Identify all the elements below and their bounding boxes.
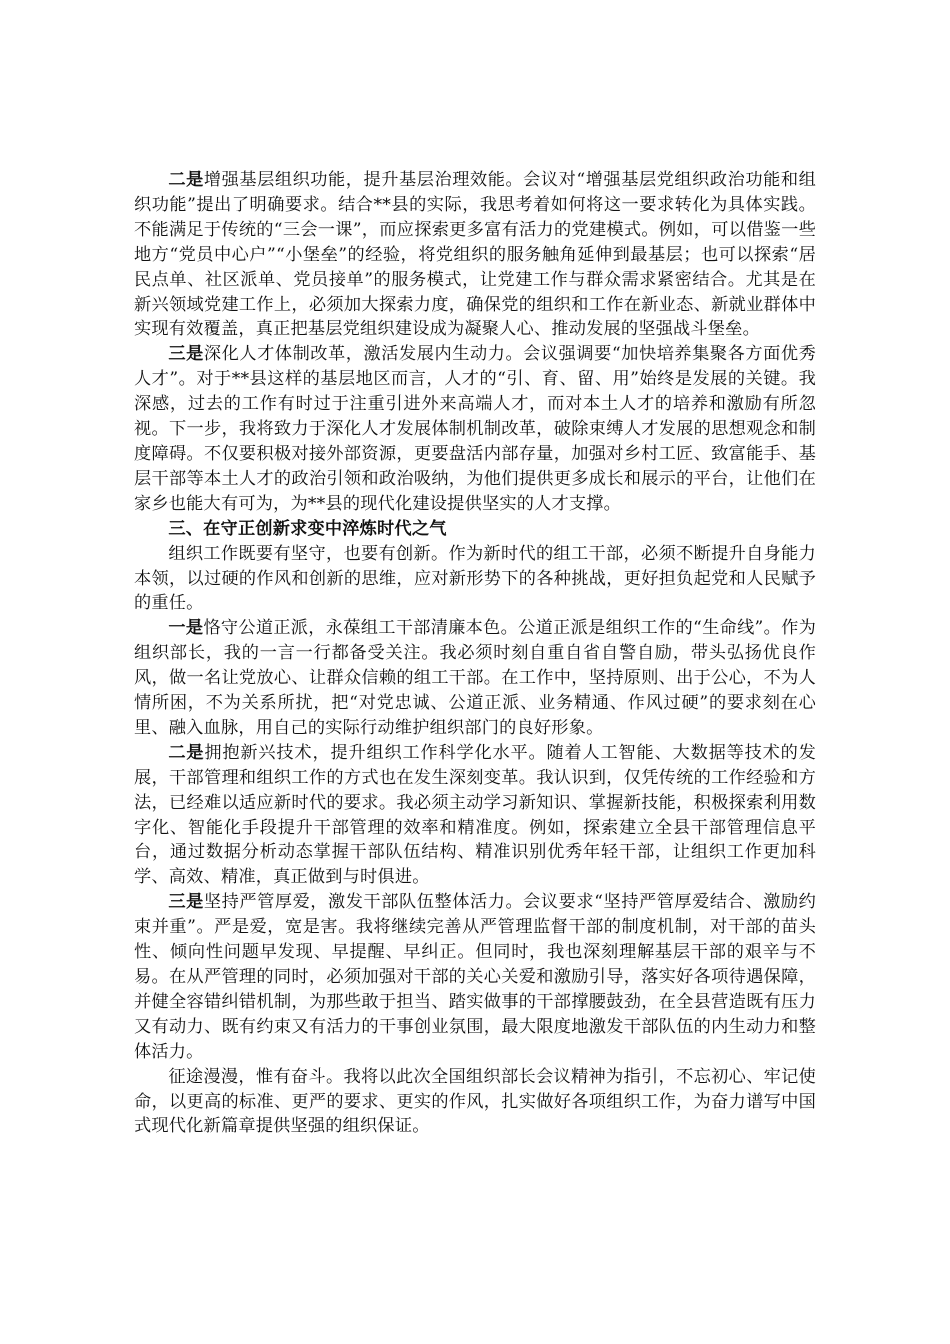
paragraph-text: 增强基层组织功能，提升基层治理效能。会议对“增强基层党组织政治功能和组织功能”提出了明确要求。结合**县的实际，我思考着如何将这一要求转化为具体实践。不能满足于传统的“三会一课”，而应探索更多富有活力的党建模式。例如，可以借鉴一些地方“党员中心户”“小堡垒”的经验，将党组织的服务触角延伸到最基层；也可以探索“居民点单、社区派单、党员接单”的服务模式，让党建工作与群众需求紧密结合。尤其是在新兴领域党建工作上，必须加大探索力度，确保党的组织和工作在新业态、新就业群体中实现有效覆盖，真正把基层党组织建设成为凝聚人心、推动发展的坚强战斗堡垒。 <box>134 170 816 340</box>
paragraph-text: 征途漫漫，惟有奋斗。我将以此次全国组织部长会议精神为指引，不忘初心、牢记使命，以更高的标准、更严的要求、更实的作风，扎实做好各项组织工作，为奋力谱写中国式现代化新篇章提供坚强的组织保证。 <box>134 1066 816 1137</box>
paragraph-text: 拥抱新兴技术，提升组织工作科学化水平。随着人工智能、大数据等技术的发展，干部管理和组织工作的方式也在发生深刻变革。我认识到，仅凭传统的工作经验和方法，已经难以适应新时代的要求。我必须主动学习新知识、掌握新技能，积极探索利用数字化、智能化手段提升干部管理的效率和精准度。例如，探索建立全县干部管理信息平台，通过数据分析动态掌握干部队伍结构、精准识别优秀年轻干部，让组织工作更加科学、高效、精准，真正做到与时俱进。 <box>134 742 816 888</box>
paragraph-talent-reform <box>134 342 816 516</box>
paragraph-text: 坚持严管厚爱，激发干部队伍整体活力。会议要求“坚持严管厚爱结合、激励约束并重”。严是爱，宽是害。我将继续完善从严管理监督干部的制度机制，对干部的苗头性、倾向性问题早发现、早提醒、早纠正。但同时，我也深刻理解基层干部的艰辛与不易。在从严管理的同时，必须加强对干部的关心关爱和激励引导，落实好各项待遇保障，并健全容错纠错机制，为那些敢于担当、踏实做事的干部撑腰鼓劲，在全县营造既有压力又有动力、既有约束又有活力的干事创业氛围，最大限度地激发干部队伍的内生动力和整体活力。 <box>134 892 816 1062</box>
paragraph-lead: 二是 <box>168 170 204 190</box>
paragraph-lead: 三是 <box>168 344 204 365</box>
section-heading: 三、在守正创新求变中淬炼时代之气 <box>168 518 447 539</box>
paragraph-text: 深化人才体制改革，激活发展内生动力。会议强调要“加快培养集聚各方面优秀人才”。对于**县这样的基层地区而言，人才的“引、育、留、用”始终是发展的关键。我深感，过去的工作有时过于注重引进外来高端人才，而对本土人才的培养和激励有所忽视。下一步，我将致力于深化人才发展体制机制改革，破除束缚人才发展的思想观念和制度障碍。不仅要积极对接外部资源，更要盘活内部存量，加强对乡村工匠、致富能手、基层干部等本土人才的政治引领和政治吸纳，为他们提供更多成长和展示的平台，让他们在家乡也能大有可为，为**县的现代化建设提供坚实的人才支撑。 <box>134 344 816 514</box>
paragraph-text: 组织工作既要有坚守，也要有创新。作为新时代的组工干部，必须不断提升自身能力本领，以过硬的作风和创新的思维，应对新形势下的各种挑战，更好担负起党和人民赋予的重任。 <box>134 543 816 614</box>
paragraph-lead: 二是 <box>168 742 205 763</box>
document-body <box>134 168 816 1139</box>
paragraph-integrity <box>134 616 816 741</box>
paragraph-strict-management <box>134 890 816 1064</box>
paragraph-text: 恪守公道正派，永葆组工干部清廉本色。公道正派是组织工作的“生命线”。作为组织部长，我的一言一行都备受关注。我必须时刻自重自省自警自励，带头弘扬优良作风，做一名让党放心、让群众信赖的组工干部。在工作中，坚持原则、出于公心，不为人情所困，不为关系所扰，把“对党忠诚、公道正派、业务精通、作风过硬”的要求刻在心里、融入血脉，用自己的实际行动维护组织部门的良好形象。 <box>134 618 816 738</box>
paragraph-section-intro <box>134 542 816 617</box>
paragraph-conclusion <box>134 1065 816 1140</box>
paragraph-organization-function <box>134 168 816 342</box>
paragraph-technology <box>134 741 816 890</box>
paragraph-lead: 三是 <box>168 892 204 913</box>
paragraph-lead: 一是 <box>168 618 204 639</box>
